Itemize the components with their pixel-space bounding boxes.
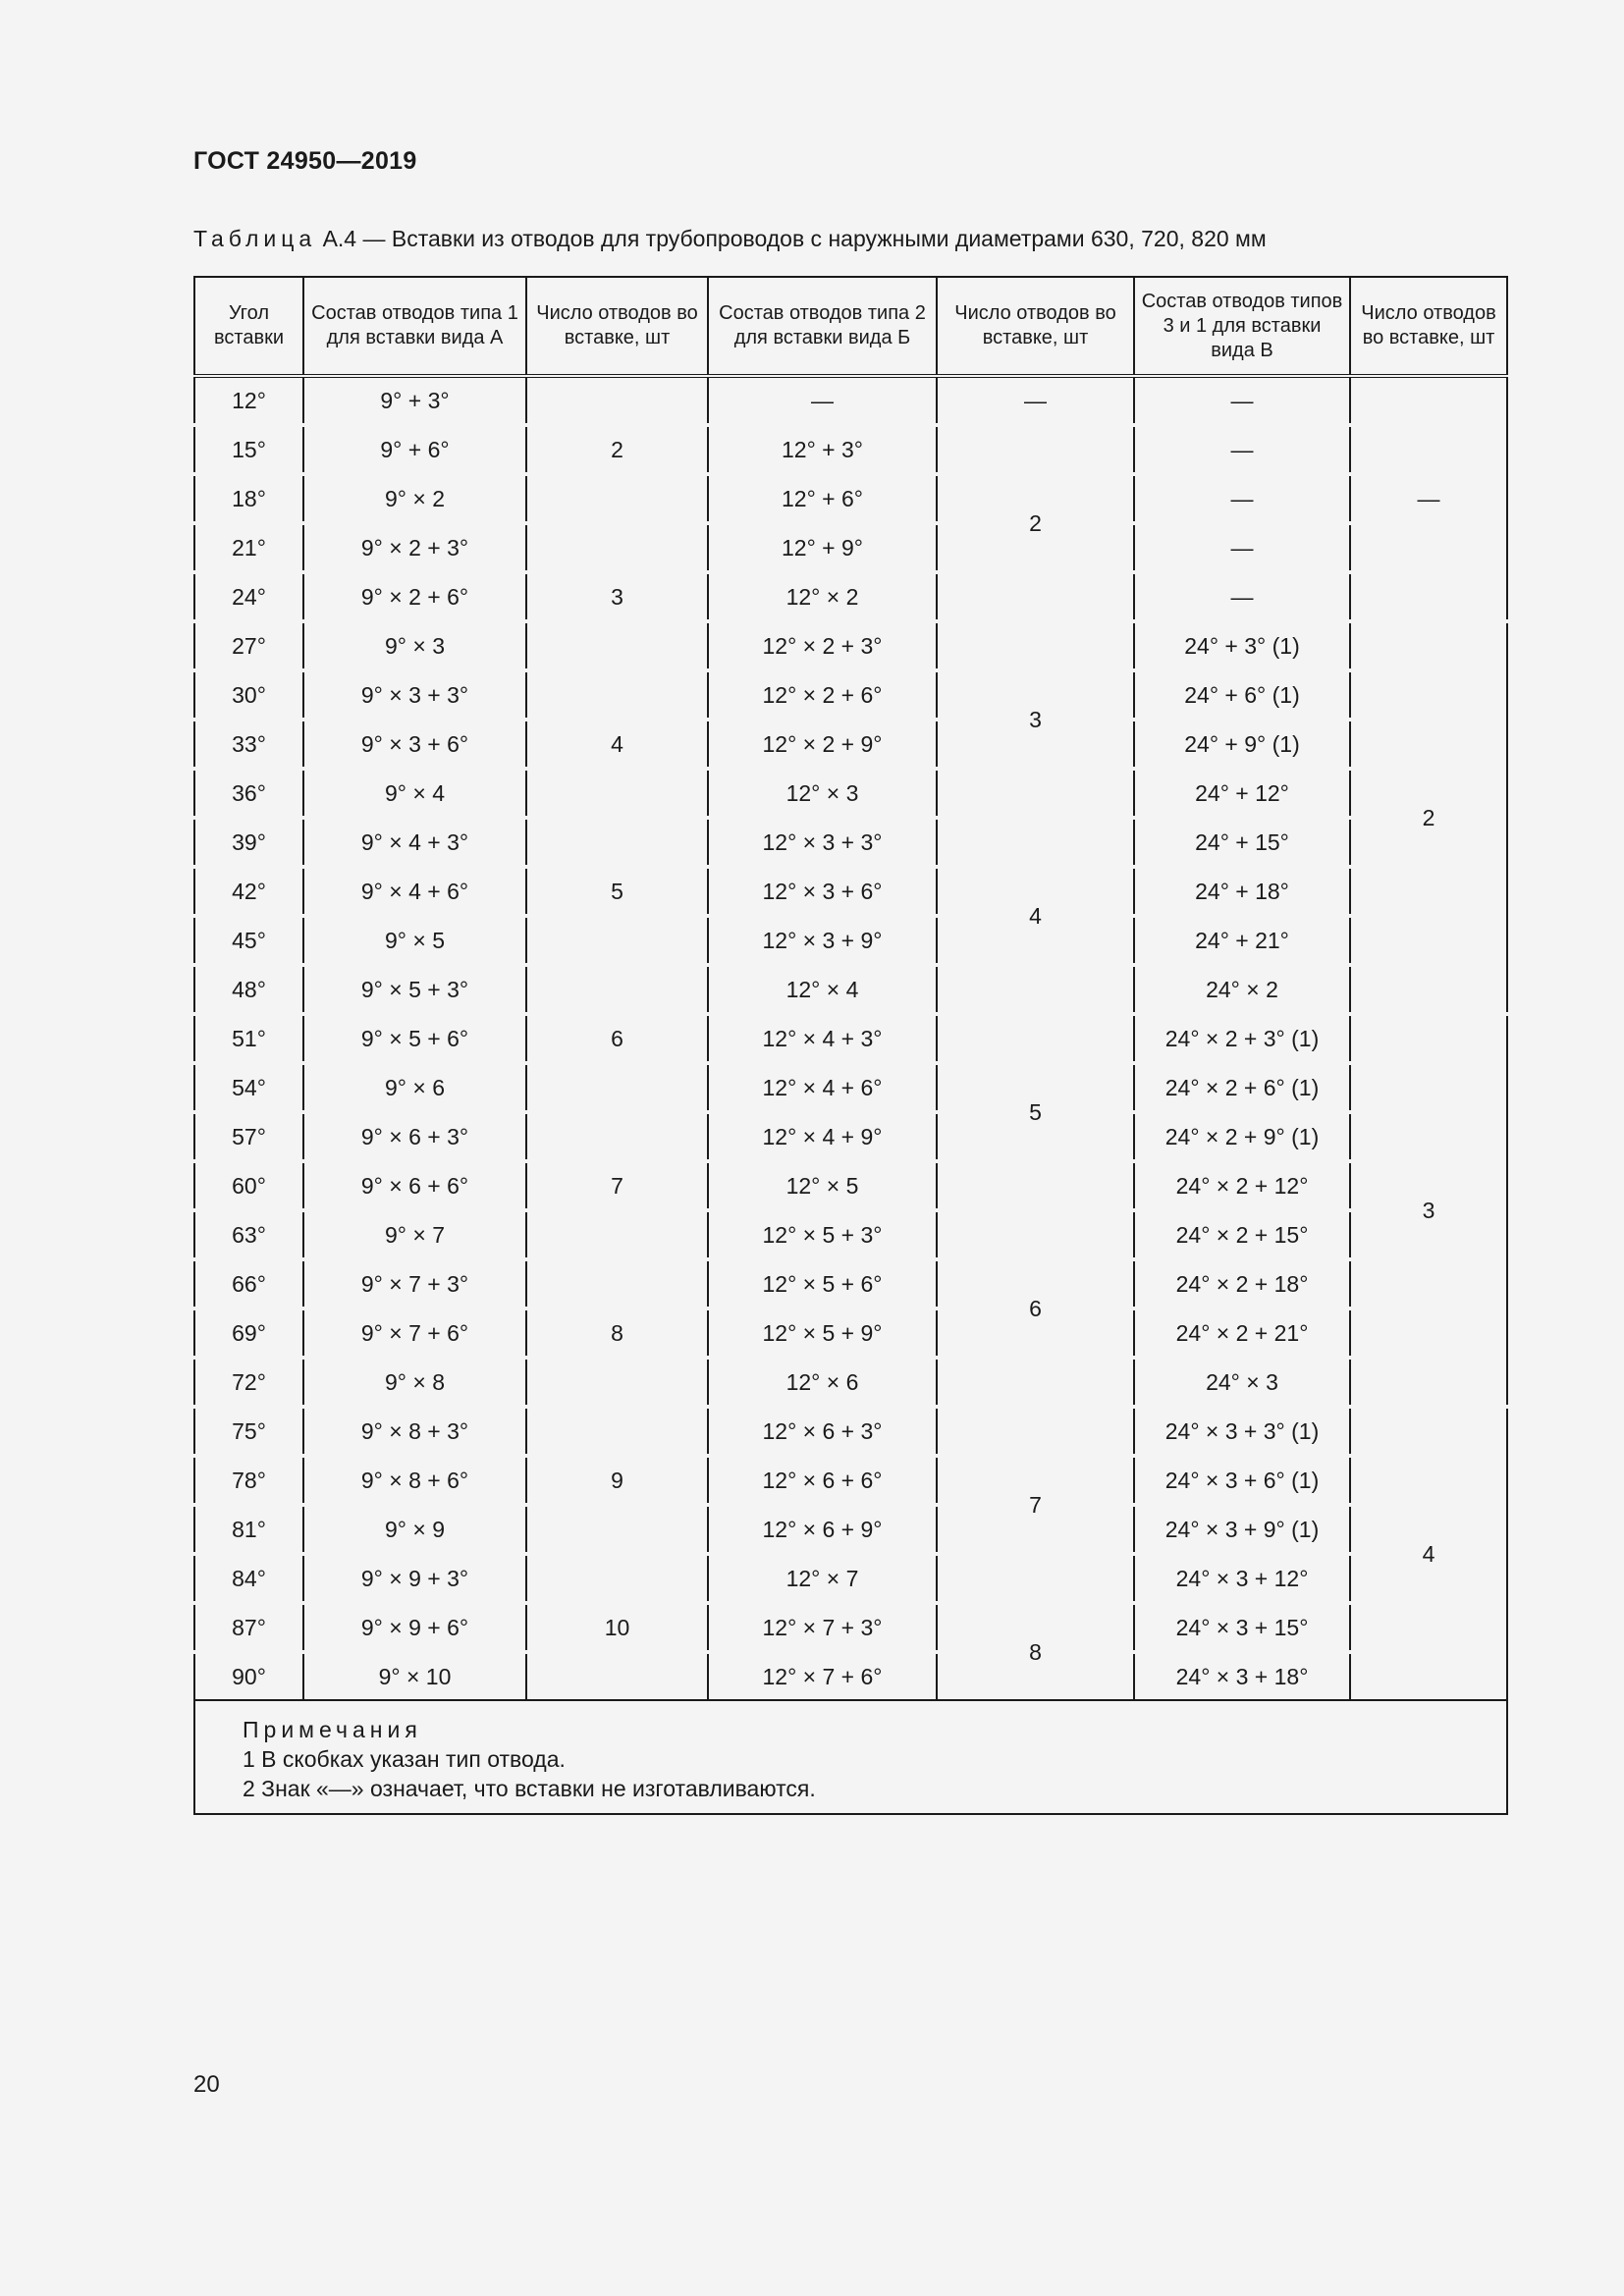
composition-b-cell: 12° × 2	[708, 572, 937, 621]
header-composition-c: Состав отводов типов 3 и 1 для вставки вида В	[1134, 277, 1350, 376]
angle-cell: 21°	[194, 523, 303, 572]
composition-b-cell: 12° × 2 + 6°	[708, 670, 937, 720]
header-count-c: Число отводов во вставке, шт	[1350, 277, 1507, 376]
composition-b-cell: 12° + 3°	[708, 425, 937, 474]
composition-c-cell: 24° + 12°	[1134, 769, 1350, 818]
composition-b-cell: 12° × 5 + 3°	[708, 1210, 937, 1259]
composition-a-cell: 9° + 3°	[303, 376, 526, 425]
angle-cell: 45°	[194, 916, 303, 965]
composition-a-cell: 9° × 2	[303, 474, 526, 523]
composition-b-cell: 12° × 5	[708, 1161, 937, 1210]
composition-a-cell: 9° × 3	[303, 621, 526, 670]
document-id: ГОСТ 24950—2019	[193, 147, 417, 175]
composition-a-cell: 9° × 8	[303, 1358, 526, 1407]
composition-b-cell: 12° × 6 + 6°	[708, 1456, 937, 1505]
count-b-cell: 3	[937, 621, 1134, 818]
table-row	[194, 1407, 1507, 1456]
table-row	[194, 425, 1507, 474]
composition-b-cell: 12° × 2 + 3°	[708, 621, 937, 670]
caption-prefix: Таблица	[193, 226, 317, 251]
angle-cell: 90°	[194, 1652, 303, 1700]
composition-a-cell: 9° × 6	[303, 1063, 526, 1112]
table-row	[194, 474, 1507, 523]
composition-b-cell: 12° × 4 + 9°	[708, 1112, 937, 1161]
composition-b-cell: 12° × 4 + 6°	[708, 1063, 937, 1112]
composition-c-cell: 24° × 2 + 21°	[1134, 1308, 1350, 1358]
composition-c-cell: 24° + 18°	[1134, 867, 1350, 916]
composition-c-cell: 24° + 15°	[1134, 818, 1350, 867]
composition-a-cell: 9° + 6°	[303, 425, 526, 474]
angle-cell: 18°	[194, 474, 303, 523]
composition-b-cell: 12° × 7 + 3°	[708, 1603, 937, 1652]
angle-cell: 33°	[194, 720, 303, 769]
composition-c-cell: —	[1134, 523, 1350, 572]
angle-cell: 48°	[194, 965, 303, 1014]
table-row	[194, 1358, 1507, 1407]
composition-b-cell: 12° × 6	[708, 1358, 937, 1407]
composition-c-cell: 24° × 2 + 3° (1)	[1134, 1014, 1350, 1063]
count-a-cell: 3	[526, 523, 708, 670]
count-c-cell: 2	[1350, 621, 1507, 1014]
angle-cell: 78°	[194, 1456, 303, 1505]
table-row	[194, 1259, 1507, 1308]
note-item: 2 Знак «—» означает, что вставки не изготавливаются.	[243, 1776, 816, 1801]
table-row	[194, 1652, 1507, 1700]
count-c-cell: 3	[1350, 1014, 1507, 1407]
angle-cell: 81°	[194, 1505, 303, 1554]
count-b-cell: 2	[937, 425, 1134, 621]
angle-cell: 42°	[194, 867, 303, 916]
composition-c-cell: 24° + 9° (1)	[1134, 720, 1350, 769]
table-row	[194, 1505, 1507, 1554]
composition-c-cell: —	[1134, 474, 1350, 523]
table-row	[194, 1308, 1507, 1358]
table-row	[194, 965, 1507, 1014]
table-row	[194, 1554, 1507, 1603]
note-item: 1 В скобках указан тип отвода.	[243, 1746, 566, 1772]
composition-c-cell: 24° + 21°	[1134, 916, 1350, 965]
composition-a-cell: 9° × 3 + 6°	[303, 720, 526, 769]
table-row	[194, 720, 1507, 769]
table-row	[194, 376, 1507, 425]
page-number: 20	[193, 2071, 220, 2098]
angle-cell: 69°	[194, 1308, 303, 1358]
composition-b-cell: 12° × 3 + 3°	[708, 818, 937, 867]
angle-cell: 12°	[194, 376, 303, 425]
table-row	[194, 1161, 1507, 1210]
composition-c-cell: —	[1134, 425, 1350, 474]
composition-b-cell: 12° + 9°	[708, 523, 937, 572]
composition-c-cell: 24° × 3 + 6° (1)	[1134, 1456, 1350, 1505]
count-b-cell: 4	[937, 818, 1134, 1014]
composition-a-cell: 9° × 7 + 3°	[303, 1259, 526, 1308]
count-a-cell: 9	[526, 1407, 708, 1554]
composition-b-cell: 12° × 4 + 3°	[708, 1014, 937, 1063]
composition-a-cell: 9° × 10	[303, 1652, 526, 1700]
angle-cell: 66°	[194, 1259, 303, 1308]
composition-c-cell: 24° × 3 + 12°	[1134, 1554, 1350, 1603]
count-b-cell: 7	[937, 1407, 1134, 1603]
composition-a-cell: 9° × 6 + 3°	[303, 1112, 526, 1161]
angle-cell: 24°	[194, 572, 303, 621]
composition-b-cell: 12° × 3 + 6°	[708, 867, 937, 916]
header-composition-a: Состав отводов типа 1 для вставки вида А	[303, 277, 526, 376]
angle-cell: 54°	[194, 1063, 303, 1112]
composition-b-cell: 12° × 7	[708, 1554, 937, 1603]
table-row	[194, 769, 1507, 818]
composition-a-cell: 9° × 8 + 3°	[303, 1407, 526, 1456]
table-row	[194, 1210, 1507, 1259]
composition-a-cell: 9° × 5 + 3°	[303, 965, 526, 1014]
composition-a-cell: 9° × 4 + 3°	[303, 818, 526, 867]
composition-b-cell: 12° × 3 + 9°	[708, 916, 937, 965]
composition-a-cell: 9° × 2 + 6°	[303, 572, 526, 621]
composition-c-cell: 24° + 6° (1)	[1134, 670, 1350, 720]
angle-cell: 87°	[194, 1603, 303, 1652]
composition-c-cell: 24° × 3 + 3° (1)	[1134, 1407, 1350, 1456]
composition-a-cell: 9° × 8 + 6°	[303, 1456, 526, 1505]
composition-c-cell: 24° × 2	[1134, 965, 1350, 1014]
angle-cell: 36°	[194, 769, 303, 818]
angle-cell: 27°	[194, 621, 303, 670]
composition-b-cell: 12° × 5 + 6°	[708, 1259, 937, 1308]
composition-c-cell: 24° × 3 + 9° (1)	[1134, 1505, 1350, 1554]
composition-b-cell: 12° × 5 + 9°	[708, 1308, 937, 1358]
angle-cell: 15°	[194, 425, 303, 474]
composition-a-cell: 9° × 6 + 6°	[303, 1161, 526, 1210]
angle-cell: 72°	[194, 1358, 303, 1407]
composition-c-cell: 24° × 3	[1134, 1358, 1350, 1407]
composition-a-cell: 9° × 4 + 6°	[303, 867, 526, 916]
composition-a-cell: 9° × 5 + 6°	[303, 1014, 526, 1063]
table-row	[194, 916, 1507, 965]
composition-c-cell: 24° × 3 + 18°	[1134, 1652, 1350, 1700]
composition-b-cell: 12° + 6°	[708, 474, 937, 523]
composition-b-cell: —	[708, 376, 937, 425]
composition-c-cell: 24° × 2 + 15°	[1134, 1210, 1350, 1259]
caption-text: А.4 — Вставки из отводов для трубопроводов с наружными диаметрами 630, 720, 820 мм	[316, 226, 1267, 251]
header-count-b: Число отводов во вставке, шт	[937, 277, 1134, 376]
count-a-cell: 8	[526, 1259, 708, 1407]
composition-c-cell: —	[1134, 376, 1350, 425]
composition-a-cell: 9° × 7 + 6°	[303, 1308, 526, 1358]
count-b-cell: 5	[937, 1014, 1134, 1210]
count-a-cell: 10	[526, 1554, 708, 1700]
table-row	[194, 523, 1507, 572]
count-b-cell: —	[937, 376, 1134, 425]
composition-b-cell: 12° × 4	[708, 965, 937, 1014]
table-row	[194, 1063, 1507, 1112]
header-composition-b: Состав отводов типа 2 для вставки вида Б	[708, 277, 937, 376]
count-c-cell: —	[1350, 376, 1507, 621]
count-b-cell: 8	[937, 1603, 1134, 1700]
composition-b-cell: 12° × 6 + 3°	[708, 1407, 937, 1456]
composition-a-cell: 9° × 3 + 3°	[303, 670, 526, 720]
composition-a-cell: 9° × 5	[303, 916, 526, 965]
composition-c-cell: 24° × 3 + 15°	[1134, 1603, 1350, 1652]
composition-b-cell: 12° × 2 + 9°	[708, 720, 937, 769]
table-row	[194, 621, 1507, 670]
composition-a-cell: 9° × 4	[303, 769, 526, 818]
table-header-row	[194, 277, 1507, 376]
angle-cell: 30°	[194, 670, 303, 720]
notes-cell	[194, 1700, 1507, 1814]
table-row	[194, 867, 1507, 916]
count-a-cell: 6	[526, 965, 708, 1112]
table-row	[194, 1112, 1507, 1161]
angle-cell: 39°	[194, 818, 303, 867]
composition-a-cell: 9° × 9	[303, 1505, 526, 1554]
composition-c-cell: —	[1134, 572, 1350, 621]
table-row	[194, 572, 1507, 621]
table-row	[194, 1456, 1507, 1505]
composition-c-cell: 24° × 2 + 6° (1)	[1134, 1063, 1350, 1112]
inserts-table	[193, 276, 1508, 1815]
composition-b-cell: 12° × 7 + 6°	[708, 1652, 937, 1700]
composition-c-cell: 24° + 3° (1)	[1134, 621, 1350, 670]
count-c-cell: 4	[1350, 1407, 1507, 1700]
composition-c-cell: 24° × 2 + 12°	[1134, 1161, 1350, 1210]
composition-b-cell: 12° × 3	[708, 769, 937, 818]
count-a-cell: 4	[526, 670, 708, 818]
table-row	[194, 670, 1507, 720]
table-caption	[193, 226, 1267, 252]
notes-row	[194, 1700, 1507, 1814]
count-a-cell: 2	[526, 376, 708, 523]
notes-title: Примечания	[243, 1717, 422, 1742]
table-row	[194, 818, 1507, 867]
composition-c-cell: 24° × 2 + 18°	[1134, 1259, 1350, 1308]
angle-cell: 63°	[194, 1210, 303, 1259]
angle-cell: 60°	[194, 1161, 303, 1210]
table-row	[194, 1603, 1507, 1652]
count-b-cell: 6	[937, 1210, 1134, 1407]
composition-b-cell: 12° × 6 + 9°	[708, 1505, 937, 1554]
angle-cell: 51°	[194, 1014, 303, 1063]
composition-a-cell: 9° × 7	[303, 1210, 526, 1259]
header-angle: Угол вставки	[194, 277, 303, 376]
angle-cell: 57°	[194, 1112, 303, 1161]
angle-cell: 75°	[194, 1407, 303, 1456]
composition-c-cell: 24° × 2 + 9° (1)	[1134, 1112, 1350, 1161]
count-a-cell: 5	[526, 818, 708, 965]
angle-cell: 84°	[194, 1554, 303, 1603]
composition-a-cell: 9° × 9 + 3°	[303, 1554, 526, 1603]
composition-a-cell: 9° × 9 + 6°	[303, 1603, 526, 1652]
composition-a-cell: 9° × 2 + 3°	[303, 523, 526, 572]
table-row	[194, 1014, 1507, 1063]
count-a-cell: 7	[526, 1112, 708, 1259]
header-count-a: Число отводов во вставке, шт	[526, 277, 708, 376]
